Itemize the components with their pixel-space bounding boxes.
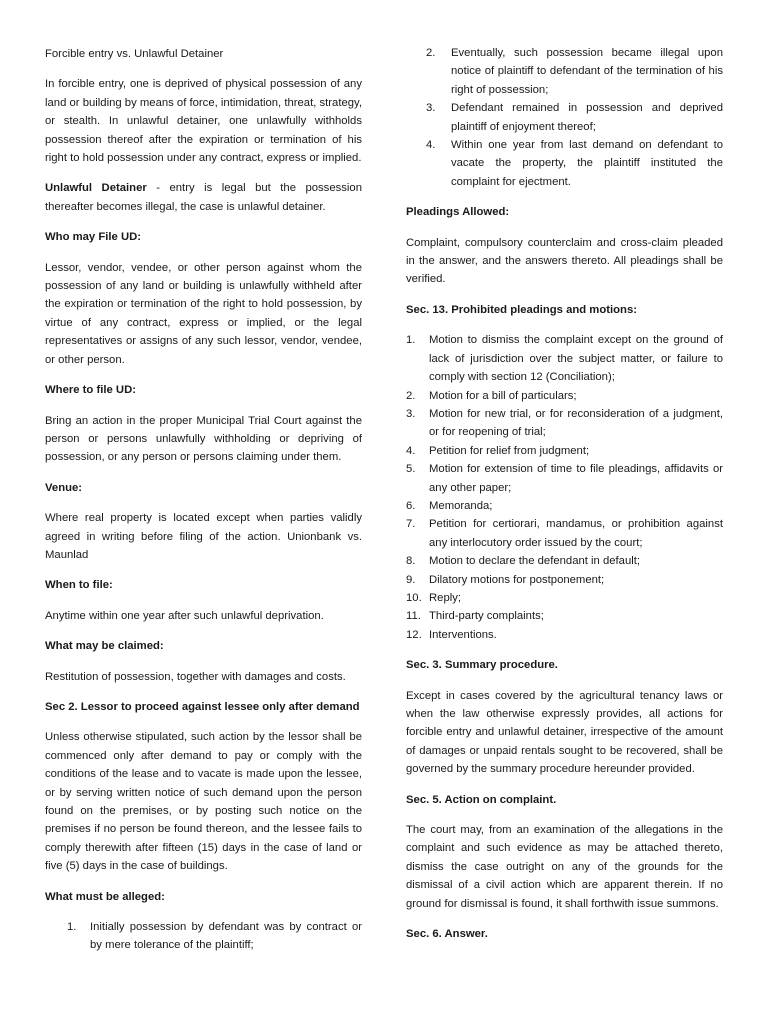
document-title: Forcible entry vs. Unlawful Detainer xyxy=(45,48,224,60)
list-item-text: Within one year from last demand on defendant to vacate the property, the plaintiff instituted the complaint for ejectment. xyxy=(451,139,723,188)
where-heading: Where to file UD: xyxy=(45,384,137,397)
list-item xyxy=(406,136,723,191)
list-item xyxy=(406,387,723,405)
list-item-number: 1. xyxy=(406,334,416,347)
list-item xyxy=(406,607,723,625)
list-item-text: Third-party complaints; xyxy=(429,610,544,623)
list-item-number: 6. xyxy=(406,499,416,512)
list-item-number: 4. xyxy=(426,139,436,152)
sec3-paragraph: Except in cases covered by the agricultural tenancy laws or when the law otherwise expressly provides, all actions for forcible entry and unlawful detainer, irrespective of the amount of damages or unpaid rentals sought to be recovered, shall be governed by the summary procedure hereunder provided. xyxy=(406,689,723,776)
when-paragraph: Anytime within one year after such unlawful deprivation. xyxy=(45,609,324,622)
list-item-text: Petition for relief from judgment; xyxy=(429,444,590,457)
alleged-list xyxy=(45,918,362,955)
ud-term: Unlawful Detainer xyxy=(45,182,147,195)
list-item xyxy=(406,331,723,386)
list-item-number: 2. xyxy=(406,389,416,402)
alleged-list-continued xyxy=(406,44,723,191)
list-item xyxy=(406,552,723,570)
list-item-number: 12. xyxy=(406,628,422,641)
right-column xyxy=(406,0,723,943)
list-item-text: Motion to declare the defendant in default; xyxy=(429,555,641,568)
sec6-heading: Sec. 6. Answer. xyxy=(406,928,488,941)
who-heading: Who may File UD: xyxy=(45,231,142,244)
list-item-text: Dilatory motions for postponement; xyxy=(429,573,605,586)
sec5-paragraph: The court may, from an examination of the allegations in the complaint and such evidence as may be attached thereto, dismiss the case outright on any of the grounds for the dismissal of a civil action which are apparent therein. If no ground for dismissal is found, it shall forthwith issue summons. xyxy=(406,824,723,910)
list-item-number: 8. xyxy=(406,555,416,568)
alleged-heading: What must be alleged: xyxy=(45,890,165,903)
list-item xyxy=(406,626,723,644)
list-item-text: Motion for extension of time to file pleadings, affidavits or any other paper; xyxy=(429,463,723,494)
intro-paragraph: In forcible entry, one is deprived of physical possession of any land or building by means of force, intimidation, threat, strategy, or stealth. In unlawful detainer, one unlawfully withholds possession thereof after the expiration or termination of his right to hold possession under any contract, express or implied. xyxy=(45,78,362,165)
list-item-text: Motion to dismiss the complaint except on the ground of lack of jurisdiction over the subject matter, or failure to comply with section 12 (Conciliation); xyxy=(429,334,723,384)
pleadings-paragraph: Complaint, compulsory counterclaim and cross-claim pleaded in the answer, and the answers thereto. All pleadings shall be verified. xyxy=(406,236,723,286)
list-item-text: Motion for new trial, or for reconsideration of a judgment, or for reopening of trial; xyxy=(429,407,723,439)
list-item-number: 1. xyxy=(67,921,77,934)
list-item xyxy=(45,918,362,955)
list-item-number: 4. xyxy=(406,444,416,457)
list-item-text: Petition for certiorari, mandamus, or prohibition against any interlocutory order issued by the court; xyxy=(429,518,723,549)
list-item xyxy=(406,44,723,99)
list-item xyxy=(406,99,723,136)
list-item-number: 9. xyxy=(406,573,416,586)
list-item-number: 3. xyxy=(406,407,416,420)
claim-heading: What may be claimed: xyxy=(45,640,164,653)
list-item-text: Initially possession by defendant was by contract or by mere tolerance of the plaintiff; xyxy=(90,921,362,952)
list-item-number: 11. xyxy=(406,610,421,623)
when-heading: When to file: xyxy=(45,579,113,592)
list-item-number: 3. xyxy=(426,102,436,115)
who-paragraph: Lessor, vendor, vendee, or other person against whom the possession of any land or building is unlawfully withheld after the expiration or termination of the right to hold possession, by virtue of any contract, express or implied, or the legal representatives or assigns of any such lessor, vendor, vendee, or other person. xyxy=(45,261,362,366)
list-item-number: 5. xyxy=(406,463,416,476)
list-item xyxy=(406,405,723,442)
sec3-heading: Sec. 3. Summary procedure. xyxy=(406,659,558,672)
list-item-text: Motion for a bill of particulars; xyxy=(429,389,577,402)
list-item xyxy=(406,571,723,589)
list-item-text: Defendant remained in possession and deprived plaintiff of enjoyment thereof; xyxy=(451,102,723,133)
ud-definition-text: - entry is legal but the possession thereafter becomes illegal, the case is unlawful detainer. xyxy=(45,182,362,213)
list-item xyxy=(406,515,723,552)
sec2-paragraph: Unless otherwise stipulated, such action by the lessor shall be commenced only after demand to pay or comply with the conditions of the lease and to vacate is made upon the lessee, or by serving written notice of such demand upon the person found on the premises, or by posting such notice on the premises if no person be found thereon, and the lessee fails to comply therewith after fifteen (15) days in the case of land or five (5) days in the case of buildings. xyxy=(45,731,362,873)
list-item-number: 7. xyxy=(406,518,416,531)
venue-heading: Venue: xyxy=(45,481,83,494)
list-item-number: 10. xyxy=(406,591,422,604)
list-item xyxy=(406,589,723,607)
claim-paragraph: Restitution of possession, together with damages and costs. xyxy=(45,670,346,683)
list-item xyxy=(406,497,723,515)
sec13-heading: Sec. 13. Prohibited pleadings and motions: xyxy=(406,303,637,316)
list-item-number: 2. xyxy=(426,47,436,59)
list-item-text: Interventions. xyxy=(429,628,497,641)
list-item-text: Eventually, such possession became illegal upon notice of plaintiff to defendant of the termination of his right of possession; xyxy=(451,47,723,96)
list-item xyxy=(406,442,723,460)
sec5-heading: Sec. 5. Action on complaint. xyxy=(406,793,557,806)
left-column xyxy=(45,0,362,955)
ud-definition xyxy=(45,179,362,216)
list-item-text: Reply; xyxy=(429,591,462,604)
venue-paragraph: Where real property is located except when parties validly agreed in writing before filing of the action. Unionbank vs. Maunlad xyxy=(45,512,362,561)
prohibited-list xyxy=(406,331,723,644)
where-paragraph: Bring an action in the proper Municipal Trial Court against the person or persons unlawfully withholding or depriving of possession, or any person or persons claiming under them. xyxy=(45,414,362,464)
list-item xyxy=(406,460,723,497)
list-item-text: Memoranda; xyxy=(429,499,493,512)
sec2-heading: Sec 2. Lessor to proceed against lessee only after demand xyxy=(45,700,360,713)
pleadings-heading: Pleadings Allowed: xyxy=(406,206,510,219)
